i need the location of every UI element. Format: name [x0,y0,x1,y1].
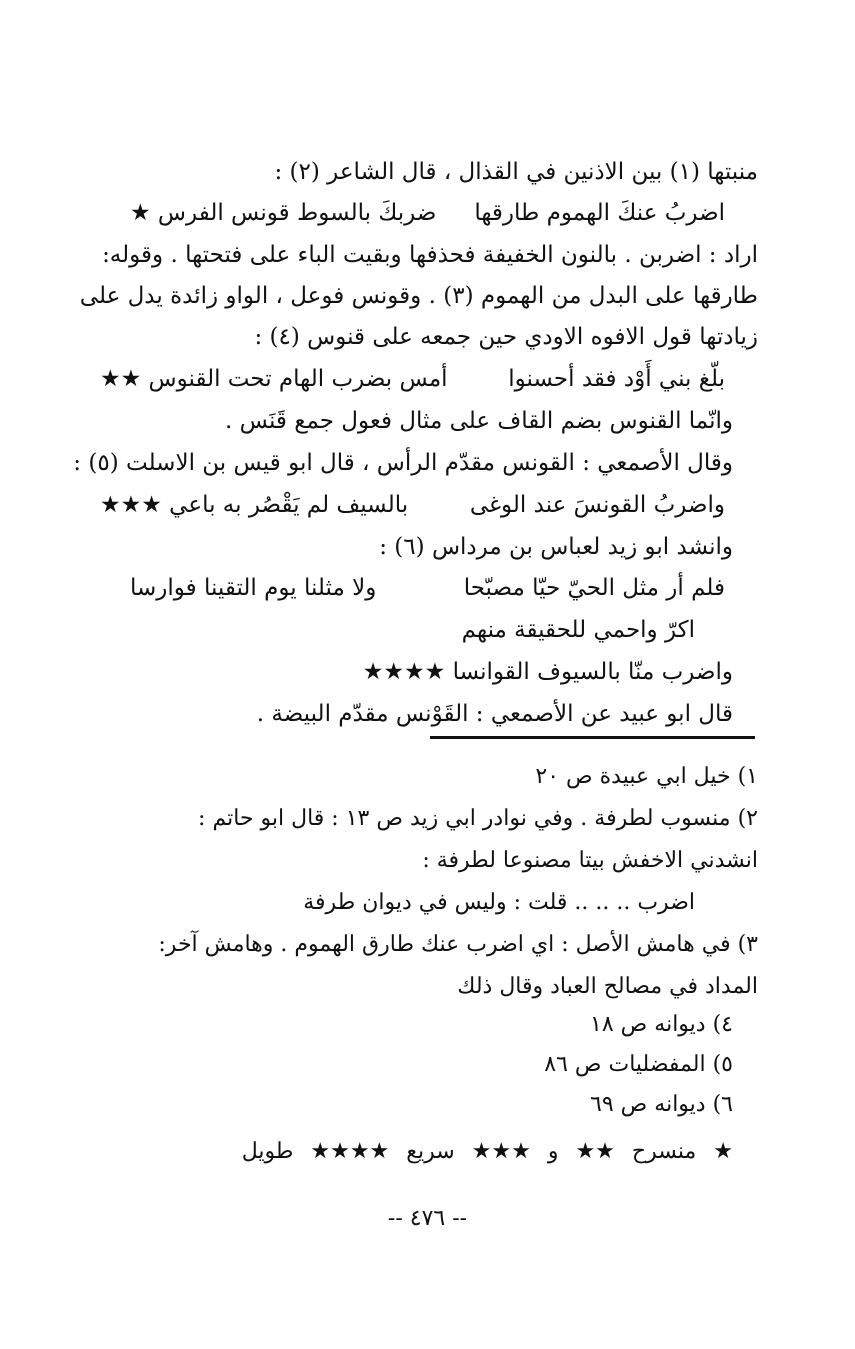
verse-hemistich-2: أمس بضرب الهام تحت القنوس ★★ [100,366,448,392]
verse-line: اكرّ واحمي للحقيقة منهم [461,617,695,643]
verse-hemistich-1: بلّغ بني أَوْد فقد أحسنوا [508,366,725,392]
text-line: زيادتها قول الافوه الاودي حين جمعه على قنوس (٤) : [254,324,758,350]
text-line: وانّما القنوس بضم القاف على مثال فعول جمع قَنَس . [225,408,733,434]
text-line: قال ابو عبيد عن الأصمعي : القَوْنس مقدّم البيضة . [256,701,733,727]
footnote-separator [430,736,755,739]
text-line: اراد : اضربن . بالنون الخفيفة فحذفها وبقيت الباء على فتحتها . وقوله: [102,242,758,268]
meter-legend: ★ منسرح ★★ و ★★★ سريع ★★★★ طويل [241,1139,733,1164]
verse-line: واضرب منّا بالسيوف القوانسا ★★★★ [362,659,733,685]
footnote: المداد في مصالح العباد وقال ذلك [457,974,758,999]
verse-hemistich-1: اضربُ عنكَ الهموم طارقها [474,200,725,226]
footnote: انشدني الاخفش بيتا مصنوعا لطرفة : [422,848,758,873]
footnote: اضرب .. .. .. قلت : وليس في ديوان طرفة [303,890,695,915]
footnote: ١) خيل ابي عبيدة ص ٢٠ [535,764,758,789]
text-line: منبتها (١) بين الاذنين في القذال ، قال الشاعر (٢) : [274,159,758,185]
page-number: -- ٤٧٦ -- [387,1206,468,1231]
footnote: ٦) ديوانه ص ٦٩ [590,1092,733,1117]
footnote: ٤) ديوانه ص ١٨ [590,1012,733,1037]
footnote: ٣) في هامش الأصل : اي اضرب عنك طارق الهموم . وهامش آخر: [158,932,758,957]
text-line: وقال الأصمعي : القونس مقدّم الرأس ، قال ابو قيس بن الاسلت (٥) : [73,450,733,476]
verse-hemistich-2: بالسيف لم يَقْصُر به باعي ★★★ [100,492,409,518]
verse-hemistich-2: ضربكَ بالسوط قونس الفرس ★ [130,200,437,226]
text-line: وانشد ابو زيد لعباس بن مرداس (٦) : [379,534,733,560]
verse-hemistich-1: فلم أر مثل الحيّ حيّا مصبّحا [463,575,725,601]
footnote: ٥) المفضليات ص ٨٦ [544,1052,733,1077]
text-line: طارقها على البدل من الهموم (٣) . وقونس فوعل ، الواو زائدة يدل على [79,283,758,309]
verse-hemistich-2: ولا مثلنا يوم التقينا فوارسا [130,575,377,601]
verse-hemistich-1: واضربُ القونسَ عند الوغى [469,492,725,518]
footnote: ٢) منسوب لطرفة . وفي نوادر ابي زيد ص ١٣ : قال ابو حاتم : [198,806,758,831]
